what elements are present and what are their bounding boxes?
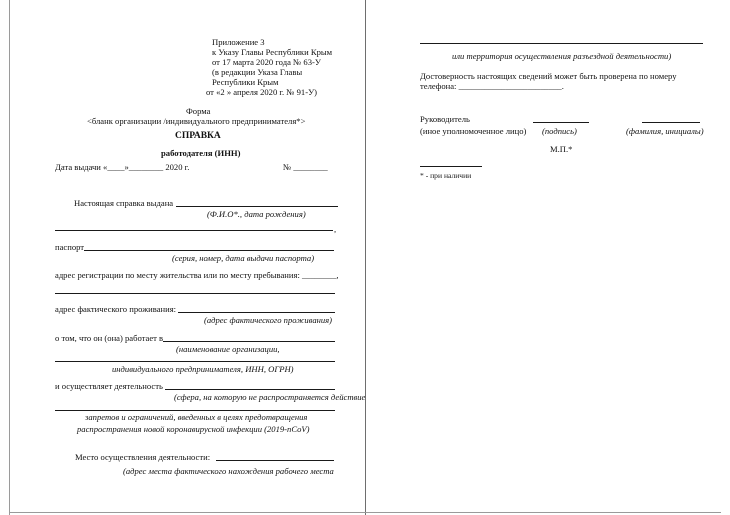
issued-to-hint: (Ф.И.О*., дата рождения) [207, 209, 306, 219]
activity-line[interactable] [165, 389, 335, 390]
comma-1: , [334, 224, 337, 234]
page-frame-left [9, 0, 10, 515]
verification-line-1: Достоверность настоящих сведений может быть проверена по номеру [420, 71, 677, 81]
footnote-separator [420, 166, 482, 167]
verification-line-2: телефона: ________________________. [420, 81, 564, 91]
territory-hint: или территория осуществления разъездной деятельности) [452, 51, 672, 61]
activity-hint-1: (сфера, на которую не распространяется действие [174, 392, 366, 402]
actual-address-line[interactable] [178, 312, 335, 313]
head-label: Руководитель [420, 114, 470, 124]
appendix-line-4: (в редакции Указа Главы [212, 67, 303, 77]
signature-hint: (подпись) [542, 126, 577, 136]
name-line[interactable] [642, 122, 700, 123]
works-in-hint-2: индивидуального предпринимателя, ИНН, ОГРН) [112, 364, 294, 374]
issued-to-label: Настоящая справка выдана [74, 198, 174, 208]
registration-address-line[interactable] [55, 293, 335, 294]
appendix-line-1: Приложение 3 [212, 37, 265, 47]
works-in-line[interactable] [163, 341, 335, 342]
works-in-line-2[interactable] [55, 361, 335, 362]
works-in-label: о том, что он (она) работает в [55, 333, 164, 343]
document-title: СПРАВКА [175, 131, 221, 141]
issued-to-line-2[interactable] [55, 230, 333, 231]
activity-line-2[interactable] [55, 410, 335, 411]
passport-label: паспорт [55, 242, 85, 252]
issued-to-line[interactable] [176, 206, 338, 207]
issue-date: Дата выдачи «____»________ 2020 г. [55, 162, 190, 172]
workplace-hint: (адрес места фактического нахождения рабочего места [123, 466, 334, 476]
appendix-line-6: от «2 » апреля 2020 г. № 91-У) [206, 87, 318, 97]
certificate-number: № ________ [283, 162, 328, 172]
head-hint: (иное уполномоченное лицо) [420, 126, 527, 136]
workplace-label: Место осуществления деятельности: [75, 452, 211, 462]
document-subtitle: работодателя (ИНН) [161, 148, 241, 158]
page-divider [365, 0, 366, 515]
form-label: Форма [186, 106, 211, 116]
passport-hint: (серия, номер, дата выдачи паспорта) [172, 253, 315, 263]
page-frame-bottom [9, 512, 721, 513]
activity-label: и осуществляет деятельность [55, 381, 163, 391]
actual-address-hint: (адрес фактического проживания) [204, 315, 333, 325]
works-in-hint-1: (наименование организации, [176, 344, 280, 354]
passport-line[interactable] [84, 250, 334, 251]
appendix-line-3: от 17 марта 2020 года № 63-У [212, 57, 321, 67]
blank-caption: <бланк организации /индивидуального предпринимателя*> [87, 116, 306, 126]
activity-hint-2: запретов и ограничений, введенных в целях предотвращения [85, 412, 308, 422]
signature-line[interactable] [533, 122, 589, 123]
activity-hint-3: распространения новой коронавирусной инфекции (2019-nCoV) [77, 424, 310, 434]
workplace-line[interactable] [216, 460, 334, 461]
appendix-line-5: Республики Крым [212, 77, 279, 87]
appendix-line-2: к Указу Главы Республики Крым [212, 47, 333, 57]
stamp-label: М.П.* [550, 144, 573, 154]
name-hint: (фамилия, инициалы) [626, 126, 704, 136]
actual-address-label: адрес фактического проживания: [55, 304, 177, 314]
footnote: * - при наличии [420, 171, 472, 180]
territory-line[interactable] [420, 43, 703, 44]
registration-address-label: адрес регистрации по месту жительства или по месту пребывания: ________, [55, 270, 339, 280]
